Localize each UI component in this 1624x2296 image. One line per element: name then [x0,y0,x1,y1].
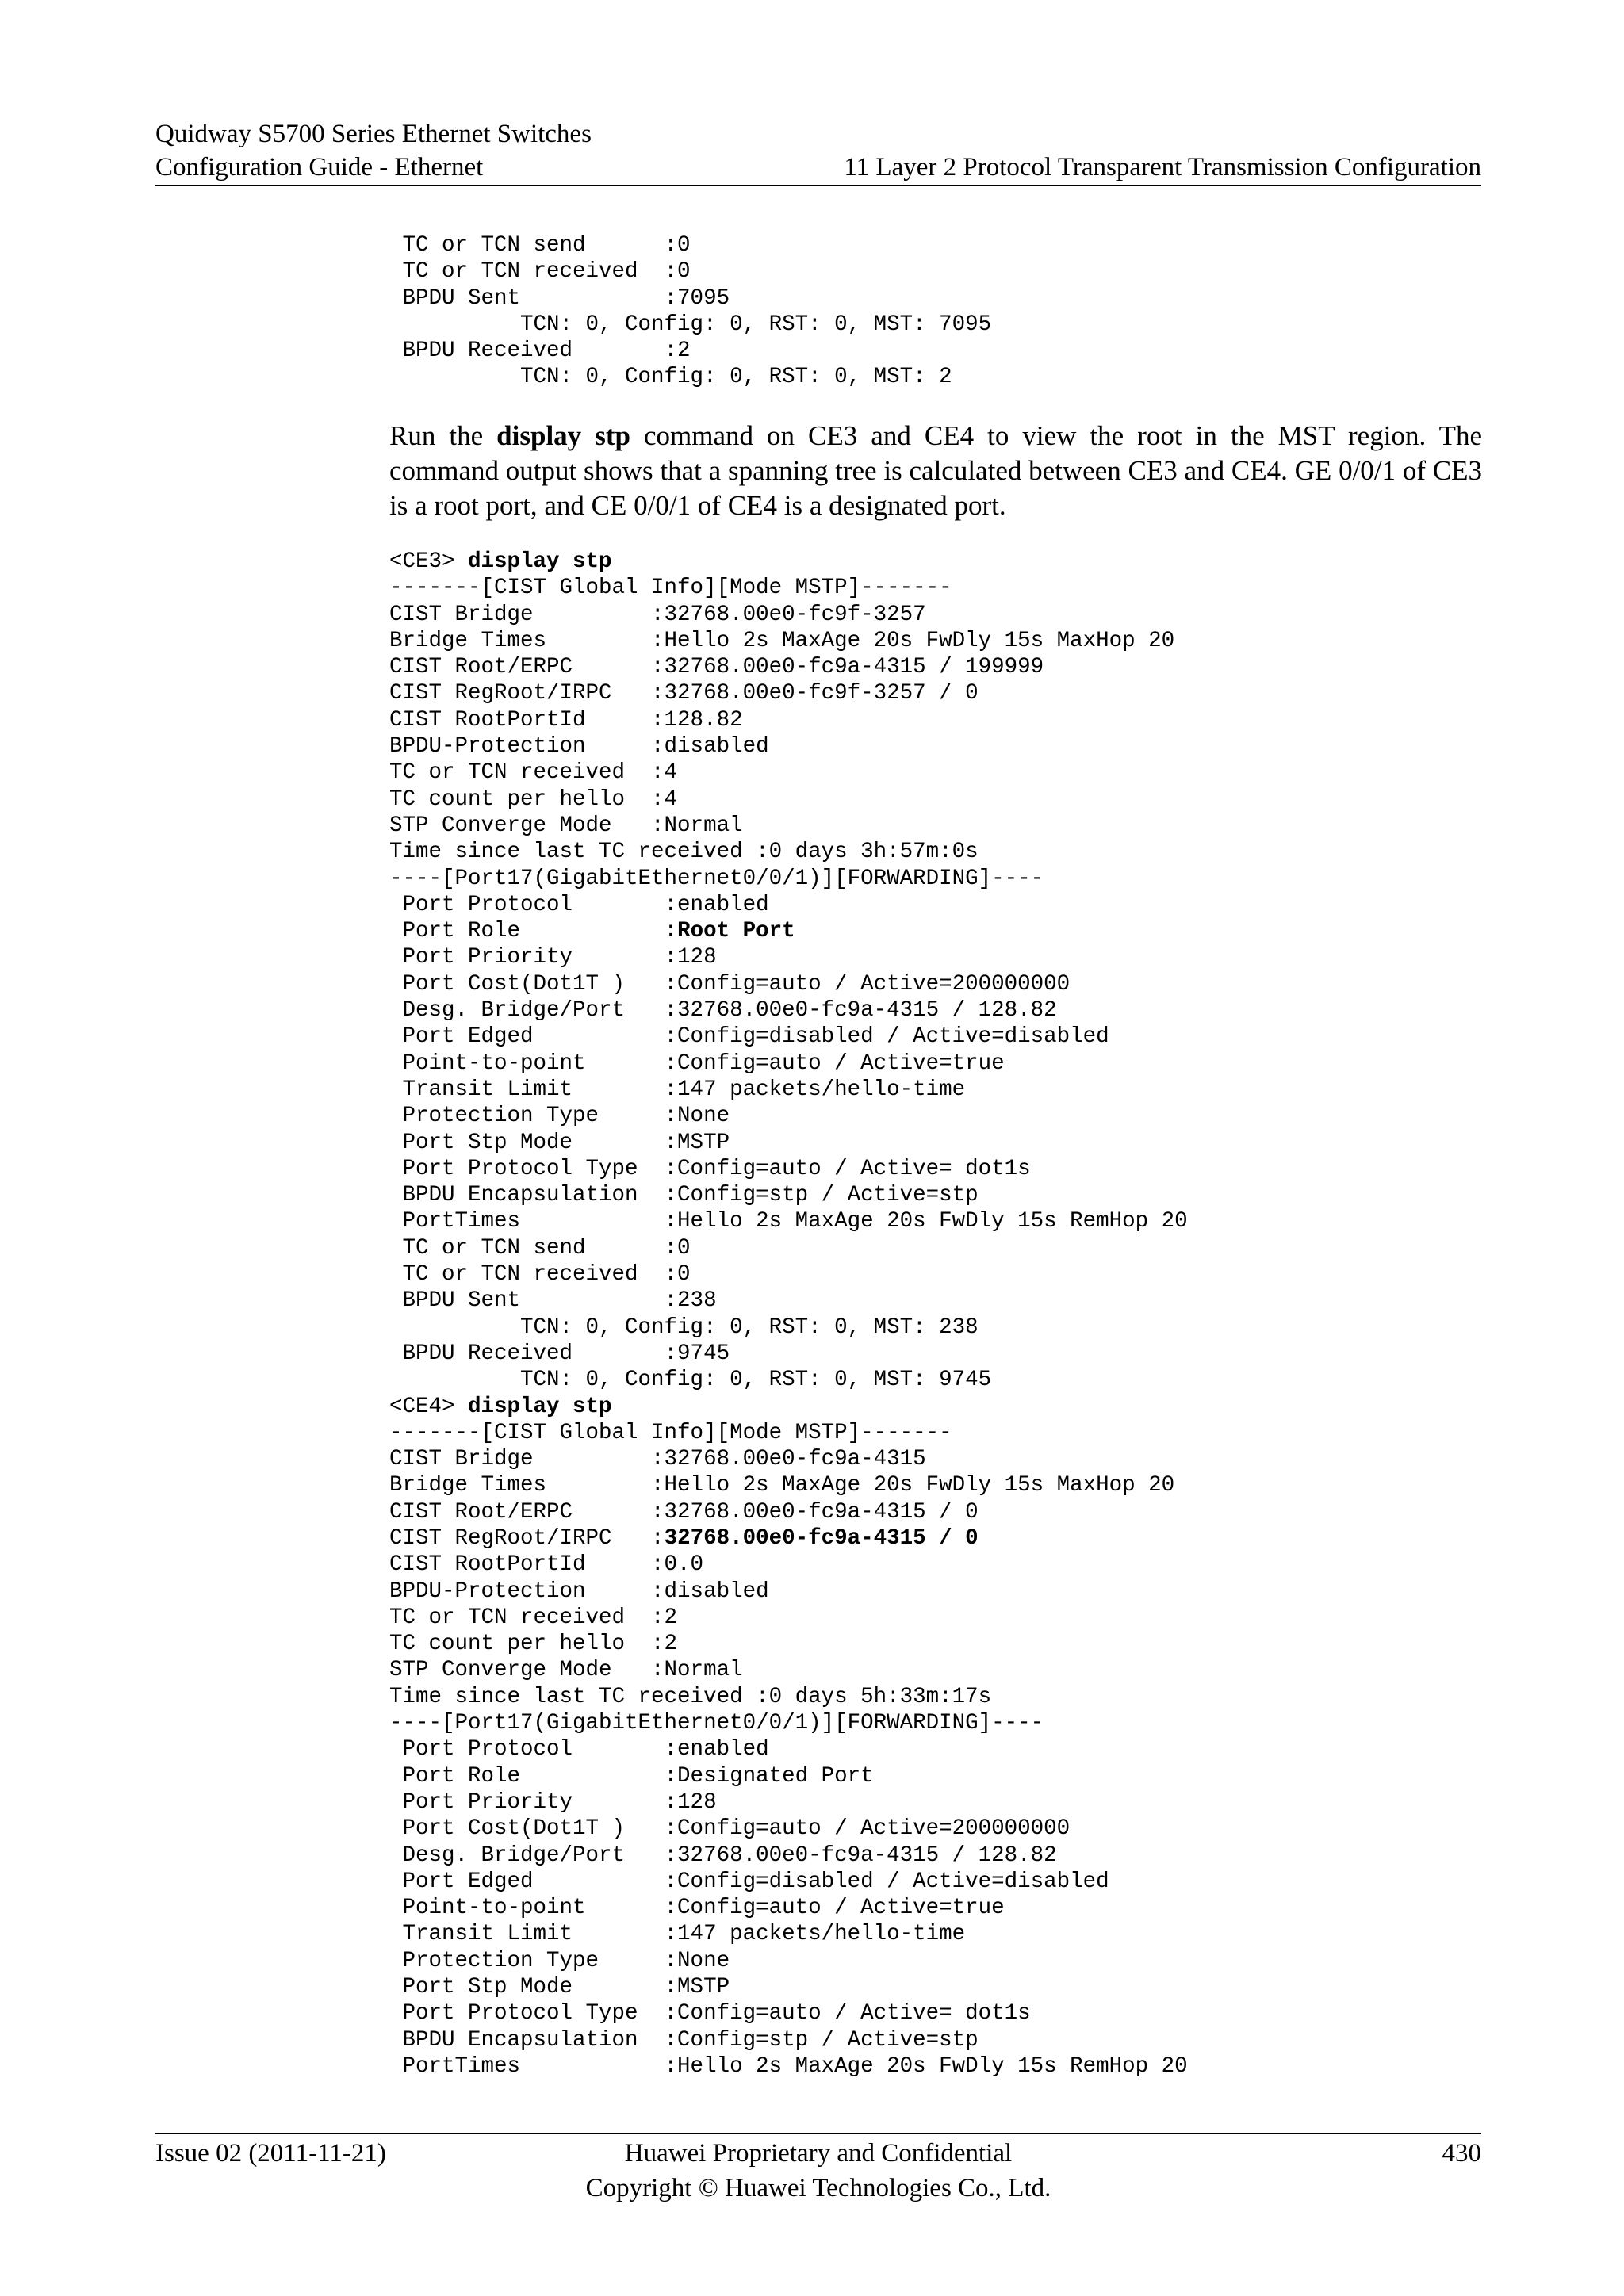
code-line: Port Priority :128 [389,1789,717,1815]
code-line: Bridge Times :Hello 2s MaxAge 20s FwDly 15s MaxHop 20 [389,628,1175,653]
code-line: Desg. Bridge/Port :32768.00e0-fc9a-4315 / 128.82 [389,998,1057,1024]
code-line: BPDU-Protection :disabled [389,1578,769,1604]
code-line: PortTimes :Hello 2s MaxAge 20s FwDly 15s RemHop 20 [389,2053,1188,2079]
ce3-port-role-value: Root Port [677,919,795,944]
code-line: BPDU Sent :238 [389,1288,717,1314]
ce3-prompt: <CE3> [389,549,469,574]
ce4-output-a [389,1421,1174,1525]
code-line: Protection Type :None [389,1948,730,1973]
code-line: TC or TCN send :0 [389,233,691,258]
code-line: TCN: 0, Config: 0, RST: 0, MST: 2 [389,365,952,390]
footer-row-1 [155,2136,1481,2171]
code-line: CIST RegRoot/IRPC :32768.00e0-fc9f-3257 / 0 [389,681,979,706]
paragraph-lead: Run the [389,420,484,451]
code-line: TC count per hello :2 [389,1632,678,1657]
code-line: Port Protocol Type :Config=auto / Active= dot1s [389,2001,1031,2026]
ce4-regroot-label: CIST RegRoot/IRPC : [389,1525,665,1551]
code-block-display-stp [389,549,1188,2080]
code-line: ----[Port17(GigabitEthernet0/0/1)][FORWARDING]---- [389,866,1044,891]
header-chapter: 11 Layer 2 Protocol Transparent Transmission Configuration [844,153,1481,182]
code-block-continuation [389,232,991,391]
header-row-1 [155,117,1481,151]
footer-divider [155,2133,1481,2134]
code-line: Port Protocol :enabled [389,1737,769,1762]
code-line: Port Stp Mode :MSTP [389,1130,730,1155]
code-line: -------[CIST Global Info][Mode MSTP]------- [389,1420,952,1445]
code-line: BPDU Encapsulation :Config=stp / Active=stp [389,2027,979,2053]
code-line: Time since last TC received :0 days 3h:57m:0s [389,840,979,865]
footer-confidential: Huawei Proprietary and Confidential [624,2139,1013,2168]
code-line: BPDU Encapsulation :Config=stp / Active=stp [389,1183,979,1208]
code-line: Port Priority :128 [389,945,717,970]
code-line: Transit Limit :147 packets/hello-time [389,1077,966,1102]
code-line: TCN: 0, Config: 0, RST: 0, MST: 238 [389,1314,979,1340]
code-line: BPDU Sent :7095 [389,285,730,311]
code-line: ----[Port17(GigabitEthernet0/0/1)][FORWARDING]---- [389,1711,1044,1736]
code-line: BPDU Received :2 [389,339,691,364]
code-line: CIST RootPortId :0.0 [389,1552,704,1578]
code-line: Port Protocol Type :Config=auto / Active= dot1s [389,1156,1031,1181]
body-paragraph [389,419,1482,523]
footer-issue: Issue 02 (2011-11-21) [155,2139,386,2168]
header-divider [155,185,1481,186]
code-line: TC or TCN send :0 [389,1235,691,1261]
footer-copyright: Copyright © Huawei Technologies Co., Ltd. [585,2174,1051,2202]
code-line: Port Edged :Config=disabled / Active=disabled [389,1024,1109,1050]
code-line: STP Converge Mode :Normal [389,813,743,838]
code-line: Bridge Times :Hello 2s MaxAge 20s FwDly 15s MaxHop 20 [389,1473,1175,1498]
code-line: Time since last TC received :0 days 5h:33m:17s [389,1684,992,1709]
paragraph-command: display stp [496,420,630,451]
code-line: CIST Bridge :32768.00e0-fc9f-3257 [389,602,926,627]
ce4-regroot-value: 32768.00e0-fc9a-4315 / 0 [664,1525,979,1551]
code-line: CIST Root/ERPC :32768.00e0-fc9a-4315 / 0 [389,1499,979,1525]
ce3-output-b [389,945,1188,1392]
code-line: TCN: 0, Config: 0, RST: 0, MST: 9745 [389,1368,992,1393]
code-line: CIST Bridge :32768.00e0-fc9a-4315 [389,1447,926,1472]
code-line: TC or TCN received :0 [389,259,691,285]
paragraph-rest: command on CE3 and CE4 to view the root in the MST region. The command output shows that a spanning tree is calculated between CE3 and CE4. GE 0/0/1 of CE3 is a root port, and CE 0/0/1 of CE4 is a designated port. [389,420,1482,521]
code-line: Port Role :Designated Port [389,1763,874,1789]
code-line: TC count per hello :4 [389,786,678,812]
code-line: Port Cost(Dot1T ) :Config=auto / Active=200000000 [389,1816,1071,1842]
code-line: PortTimes :Hello 2s MaxAge 20s FwDly 15s RemHop 20 [389,1209,1188,1234]
code-line: BPDU-Protection :disabled [389,734,769,760]
code-line: Point-to-point :Config=auto / Active=true [389,1896,1005,1921]
ce4-output-b [389,1552,1188,2079]
code-line: Port Protocol :enabled [389,892,769,917]
code-line: Port Cost(Dot1T ) :Config=auto / Active=200000000 [389,971,1071,997]
code-line: Point-to-point :Config=auto / Active=true [389,1050,1005,1076]
code-line: Transit Limit :147 packets/hello-time [389,1922,966,1947]
code-line: CIST RootPortId :128.82 [389,707,743,733]
header-row-2 [155,151,1481,184]
ce3-port-role-label: Port Role : [389,919,678,944]
ce3-output-a [389,576,1174,917]
code-line: -------[CIST Global Info][Mode MSTP]------- [389,576,952,601]
code-line: Protection Type :None [389,1104,730,1129]
page-header [155,117,1481,184]
page-footer [155,2136,1481,2206]
code-line: STP Converge Mode :Normal [389,1658,743,1683]
ce4-command: display stp [468,1394,612,1419]
code-line: TC or TCN received :0 [389,1262,691,1288]
code-line: Port Stp Mode :MSTP [389,1975,730,2000]
code-line: Desg. Bridge/Port :32768.00e0-fc9a-4315 / 128.82 [389,1843,1057,1868]
code-line: BPDU Received :9745 [389,1341,730,1366]
code-line: TC or TCN received :2 [389,1605,678,1630]
header-guide: Configuration Guide - Ethernet [155,153,484,182]
page-number: 430 [1442,2139,1481,2168]
code-line: CIST Root/ERPC :32768.00e0-fc9a-4315 / 199999 [389,655,1044,680]
header-product: Quidway S5700 Series Ethernet Switches [155,120,592,148]
ce3-command: display stp [468,549,612,574]
code-line: TC or TCN received :4 [389,760,678,786]
ce4-prompt: <CE4> [389,1394,469,1419]
code-line: Port Edged :Config=disabled / Active=disabled [389,1869,1109,1894]
code-line: TCN: 0, Config: 0, RST: 0, MST: 7095 [389,312,992,337]
